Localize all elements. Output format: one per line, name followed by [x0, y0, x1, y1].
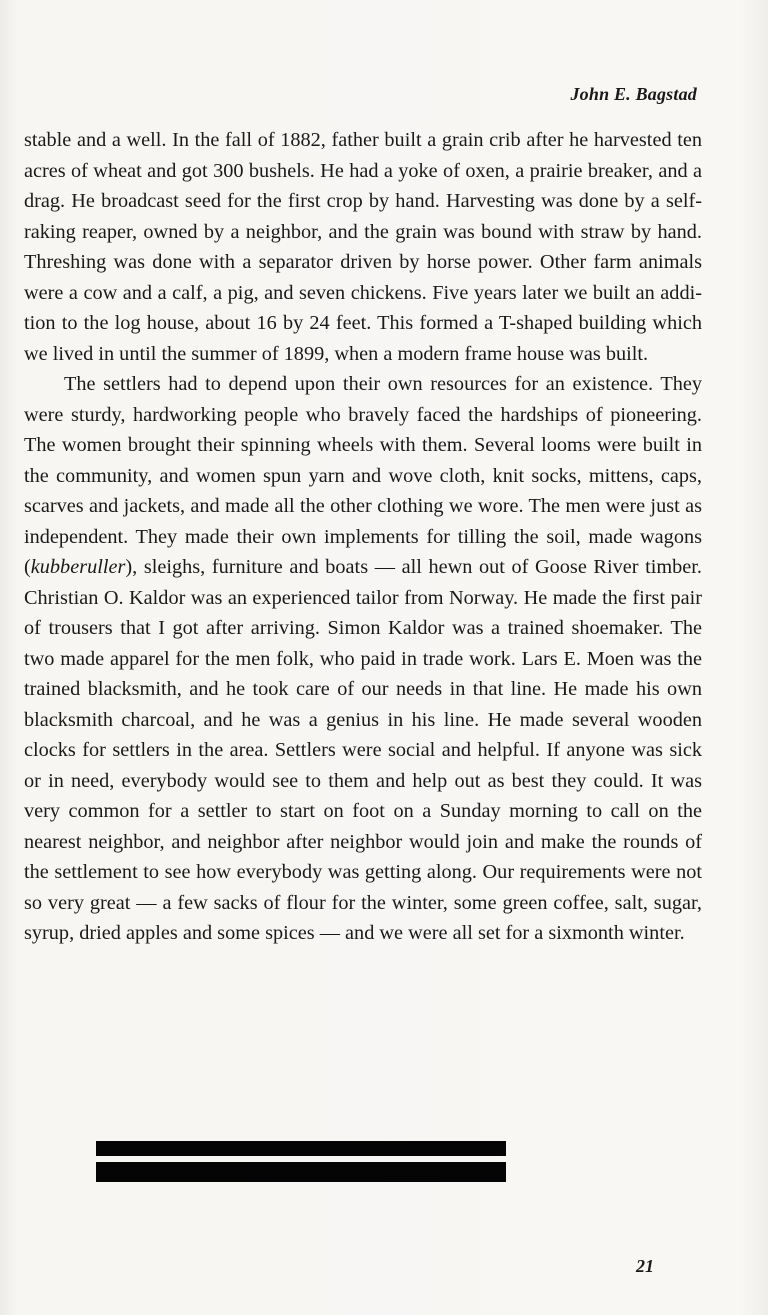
redaction-bar-bottom: [96, 1162, 506, 1182]
paragraph-2: [24, 369, 702, 949]
body-text: [24, 125, 702, 949]
redaction-bar-top: [96, 1141, 506, 1156]
norwegian-term: kubberuller: [30, 556, 126, 578]
paragraph-1: stable and a well. In the fall of 1882, father built a grain crib after he harvested ten acres of wheat and got 300 bushels. He had a yoke of oxen, a prairie breaker, and a drag. He broadcast seed for the first crop by hand. Harvesting was done by a self-raking reaper, owned by a neighbor, and the grain was bound with straw by hand. Threshing was done with a separator driven by horse power. Other farm animals were a cow and a calf, a pig, and seven chickens. Five years later we built an addition to the log house, about 16 by 24 feet. This formed a T-shaped building which we lived in until the summer of 1899, when a modern frame house was built.: [24, 129, 702, 365]
page-number: 21: [636, 1256, 654, 1276]
paragraph-2-text-start: The settlers had to depend upon their own resources for an existence. They were sturdy, hardworking people who bravely faced the hardships of pioneering. The women brought their spinning wheels with them. Several looms were built in the community, and women spun yarn and wove cloth, knit socks, mittens, caps, scarves and jackets, and made all the other clothing we wore. The men were just as independent. They made their own implements for tilling the soil, made wagons (: [24, 373, 702, 578]
paragraph-2-text-end: ), sleighs, furniture and boats — all hewn out of Goose River timber. Christian O. Kaldor was an experienced tailor from Norway. He made the first pair of trousers that I got after arriving. Simon Kaldor was a trained shoemaker. The two made apparel for the men folk, who paid in trade work. Lars E. Moen was the trained blacksmith, and he took care of our needs in that line. He made his own blacksmith charcoal, and he was a genius in his line. He made several wooden clocks for settlers in the area. Settlers were social and helpful. If anyone was sick or in need, everybody would see to them and help out as best they could. It was very common for a settler to start on foot on a Sunday morning to call on the nearest neighbor, and neighbor after neighbor would join and make the rounds of the settlement to see how everybody was getting along. Our requirements were not so very great — a few sacks of flour for the winter, some green coffee, salt, sugar, syrup, dried apples and some spices — and we were all set for a sixmonth winter.: [24, 556, 702, 944]
running-head: John E. Bagstad: [570, 84, 697, 104]
